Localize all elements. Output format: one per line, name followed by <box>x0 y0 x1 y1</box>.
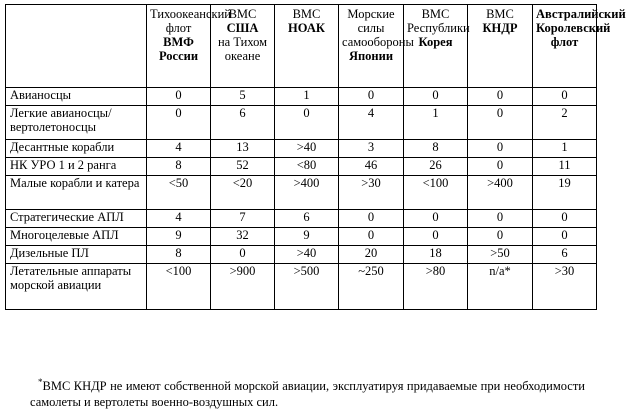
table-cell: 6 <box>533 246 597 264</box>
table-cell: 0 <box>339 88 404 106</box>
table-cell: <50 <box>147 176 211 210</box>
row-label: Многоцелевые АПЛ <box>6 228 147 246</box>
header-rok-navy: ВМС Республики Корея <box>404 5 468 88</box>
row-label: НК УРО 1 и 2 ранга <box>6 158 147 176</box>
header-pacific-fleet-russia: Тихоокеанский флот ВМФ России <box>147 5 211 88</box>
footnote <box>30 378 585 410</box>
table-cell: 0 <box>404 228 468 246</box>
table-cell: <100 <box>147 264 211 310</box>
table-cell: 8 <box>147 158 211 176</box>
table-cell: 6 <box>275 210 339 228</box>
table-cell: 0 <box>468 88 533 106</box>
table-cell: 0 <box>468 158 533 176</box>
header-us-navy: ВМС США на Тихом океане <box>211 5 275 88</box>
header-pla-navy: ВМС НОАК <box>275 5 339 88</box>
table-cell: <20 <box>211 176 275 210</box>
table-cell: <100 <box>404 176 468 210</box>
table-cell: 20 <box>339 246 404 264</box>
table-cell: 0 <box>147 88 211 106</box>
table-cell: 46 <box>339 158 404 176</box>
table-cell: 0 <box>533 228 597 246</box>
row-label: Авианосцы <box>6 88 147 106</box>
table-cell: 0 <box>468 228 533 246</box>
header-empty <box>6 5 147 88</box>
table-cell: >80 <box>404 264 468 310</box>
table-cell: 11 <box>533 158 597 176</box>
table-row <box>6 246 597 264</box>
table-header <box>6 5 626 88</box>
table-cell: 0 <box>147 106 211 140</box>
header-dprk-navy: ВМС КНДР <box>468 5 533 88</box>
table-cell: ~250 <box>339 264 404 310</box>
table-cell: 4 <box>339 106 404 140</box>
table-row <box>6 210 597 228</box>
table-cell: 0 <box>533 210 597 228</box>
table-cell: 0 <box>533 88 597 106</box>
table-cell: 18 <box>404 246 468 264</box>
table-cell: 0 <box>339 210 404 228</box>
header-japan-msdf: Морские силы самообороны Японии <box>339 5 404 88</box>
table-cell: >30 <box>339 176 404 210</box>
table-cell: 1 <box>404 106 468 140</box>
table-cell: 52 <box>211 158 275 176</box>
row-label: Десантные корабли <box>6 140 147 158</box>
table-cell: >400 <box>468 176 533 210</box>
table-cell: >40 <box>275 140 339 158</box>
table-cell: 8 <box>404 140 468 158</box>
table-cell: 5 <box>211 88 275 106</box>
row-label: Легкие авианосцы/вертолетоносцы <box>6 106 147 140</box>
table-cell: 8 <box>147 246 211 264</box>
table-row <box>6 140 597 158</box>
footnote-text: ВМС КНДР не имеют собственной морской авиации, эксплуатируя придаваемые при необходимости самолеты и вертолеты военно-воздушных сил. <box>30 379 585 409</box>
row-label: Дизельные ПЛ <box>6 246 147 264</box>
table-cell: 19 <box>533 176 597 210</box>
table-cell: 0 <box>404 88 468 106</box>
table-cell: 0 <box>468 140 533 158</box>
table-cell: 1 <box>533 140 597 158</box>
table-cell: 0 <box>211 246 275 264</box>
table-cell: 6 <box>211 106 275 140</box>
row-label: Стратегические АПЛ <box>6 210 147 228</box>
table-cell: 7 <box>211 210 275 228</box>
table-cell: >900 <box>211 264 275 310</box>
table-row <box>6 158 597 176</box>
table-cell: 0 <box>468 210 533 228</box>
table-cell: 0 <box>275 106 339 140</box>
fleet-comparison-table <box>5 4 626 310</box>
row-label: Летательные аппараты морской авиации <box>6 264 147 310</box>
table-row <box>6 88 597 106</box>
table-row <box>6 264 597 310</box>
row-label: Малые корабли и катера <box>6 176 147 210</box>
table-cell: 1 <box>275 88 339 106</box>
table-cell: 32 <box>211 228 275 246</box>
table-cell: 4 <box>147 210 211 228</box>
table-cell: 4 <box>147 140 211 158</box>
table-cell: 0 <box>468 106 533 140</box>
table-cell: >400 <box>275 176 339 210</box>
table-cell: 26 <box>404 158 468 176</box>
table-cell: 9 <box>147 228 211 246</box>
table-cell: >50 <box>468 246 533 264</box>
table-cell: <80 <box>275 158 339 176</box>
table-row <box>6 176 597 210</box>
table-body <box>6 88 597 310</box>
table-cell: 0 <box>339 228 404 246</box>
table-cell: >40 <box>275 246 339 264</box>
table-cell: 9 <box>275 228 339 246</box>
table-cell: n/a* <box>468 264 533 310</box>
table-cell: 3 <box>339 140 404 158</box>
table-cell: 13 <box>211 140 275 158</box>
table-row <box>6 228 597 246</box>
table-cell: >500 <box>275 264 339 310</box>
header-royal-australian-navy: Австралийский Королевский флот <box>533 5 597 88</box>
footnote-marker: * <box>38 376 43 387</box>
table-row <box>6 106 597 140</box>
table-cell: 0 <box>404 210 468 228</box>
table-cell: 2 <box>533 106 597 140</box>
table-cell: >30 <box>533 264 597 310</box>
